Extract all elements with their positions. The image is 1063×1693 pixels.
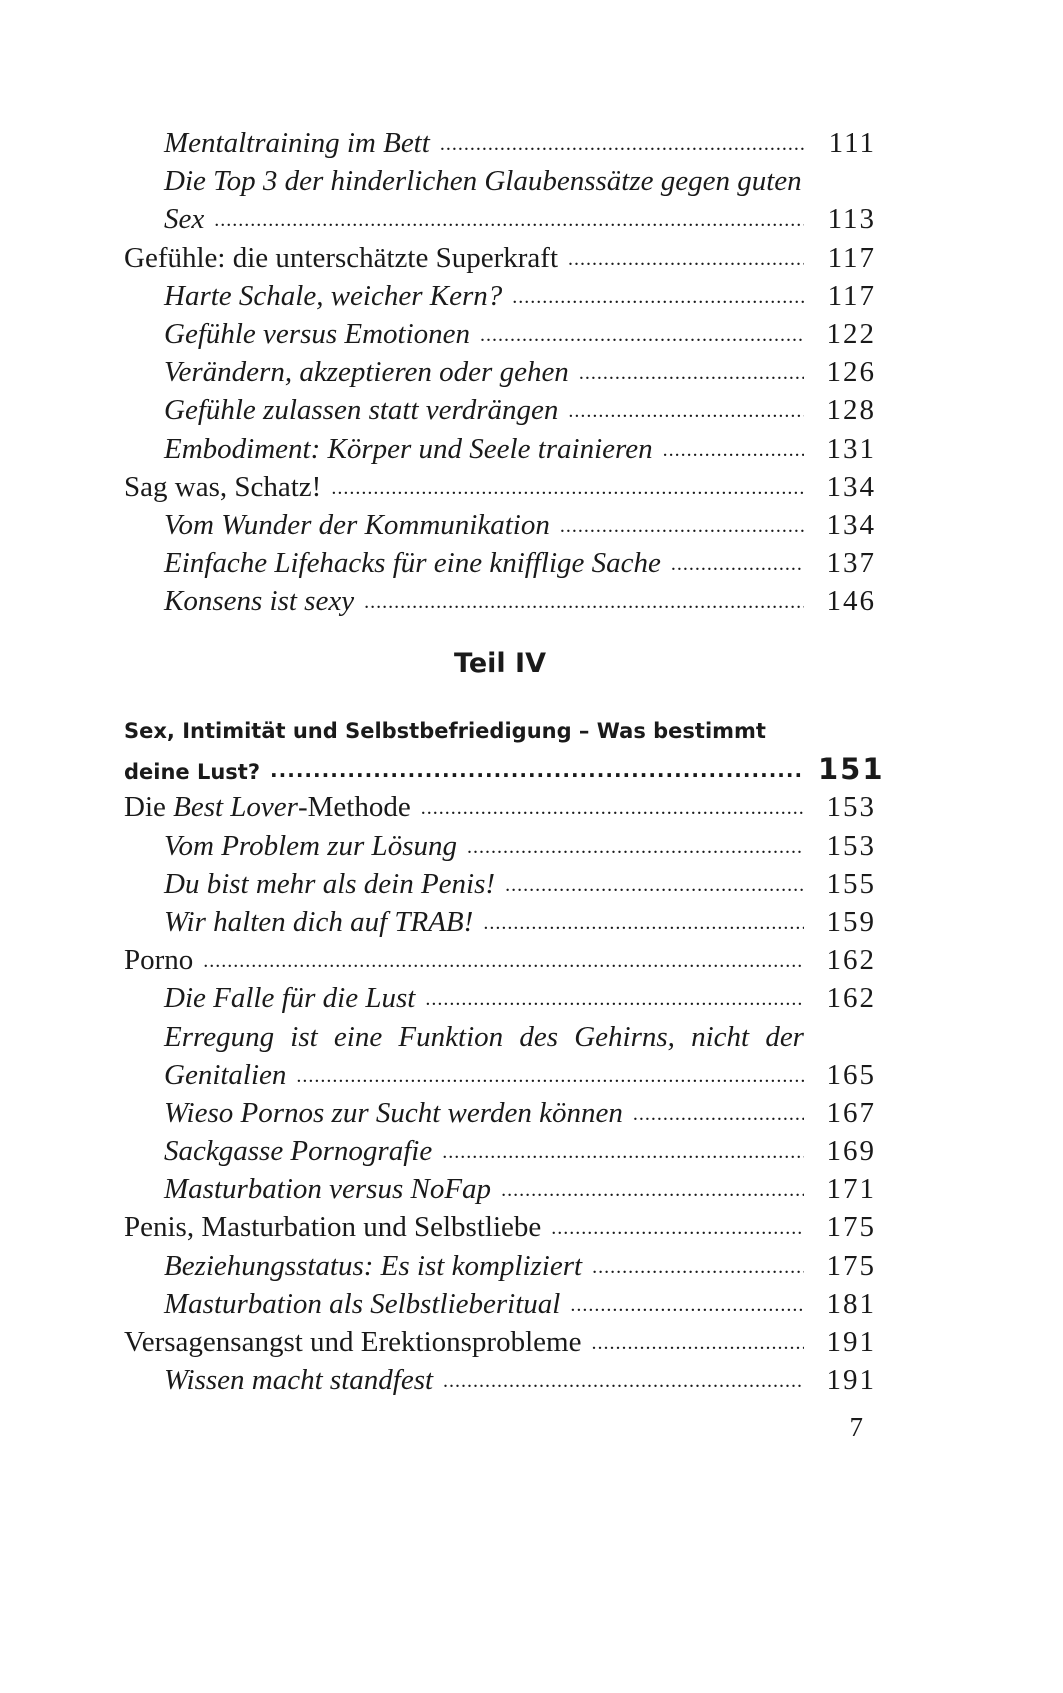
toc-entry-page: 131 — [826, 432, 876, 465]
dot-leader — [443, 1362, 804, 1400]
toc-entry-page: 155 — [826, 867, 876, 900]
toc-chapter — [124, 239, 876, 277]
title-prefix: Die — [124, 791, 174, 824]
toc-entry-page: 162 — [826, 944, 876, 977]
toc-entry — [124, 315, 876, 353]
toc-entry-title: Masturbation als Selbstlieberitual — [164, 1287, 561, 1320]
toc-entry-page: 117 — [827, 279, 876, 312]
toc-entry-page: 175 — [826, 1211, 876, 1244]
toc-entry-page: 146 — [826, 585, 876, 618]
toc-entry-page: 128 — [826, 394, 876, 427]
dot-leader — [591, 1324, 804, 1362]
dot-leader — [560, 507, 804, 545]
dot-leader — [483, 904, 804, 942]
toc-entry-page: 122 — [826, 317, 876, 350]
toc-entry-title: Mentaltraining im Bett — [164, 127, 430, 159]
toc-chapter-title: Versagensangst und Erektionsprobleme — [124, 1326, 582, 1358]
toc-entry-title: Einfache Lifehacks für eine knifflige Sache — [164, 547, 661, 580]
toc-chapter — [124, 941, 876, 979]
toc-entry — [124, 865, 876, 903]
dot-leader — [440, 125, 804, 163]
dot-leader — [592, 1248, 804, 1286]
toc-entry-page: 153 — [826, 829, 876, 862]
toc-entry — [124, 1285, 876, 1323]
toc-chapter — [124, 788, 876, 826]
dot-leader — [570, 1286, 804, 1324]
dot-leader — [501, 1171, 804, 1209]
toc-entry — [124, 430, 876, 468]
toc-entry-page: 117 — [827, 241, 876, 274]
toc-entry-title: Gefühle zulassen statt verdrängen — [164, 394, 559, 427]
toc-entry-page: 175 — [826, 1249, 876, 1282]
word: ist — [290, 1020, 318, 1053]
toc-entry-title: Wissen macht standfest — [164, 1364, 434, 1397]
toc-entry — [124, 1247, 876, 1285]
toc-section-part-3 — [124, 124, 876, 620]
toc-section-part-4 — [124, 712, 885, 1399]
toc-entry-title: Sex — [164, 203, 205, 236]
dot-leader — [214, 201, 804, 239]
toc-entry-title: Die Falle für die Lust — [164, 982, 416, 1015]
dot-leader — [442, 1133, 804, 1171]
toc-entry-title: Wieso Pornos zur Sucht werden können — [164, 1096, 623, 1129]
title-suffix: -Methode — [297, 791, 411, 824]
part-heading-first-line: Sex, Intimität und Selbstbefriedigung – Was bestimmt — [124, 719, 766, 743]
toc-entry — [124, 544, 876, 582]
toc-entry-page: 169 — [826, 1135, 876, 1168]
toc-entry-page: 165 — [826, 1058, 876, 1091]
toc-entry-page: 137 — [826, 547, 876, 580]
toc-entry — [124, 582, 876, 620]
toc-entry-page: 162 — [826, 982, 876, 1015]
toc-chapter — [124, 1208, 876, 1246]
word: des — [519, 1020, 558, 1053]
toc-entry — [124, 124, 876, 162]
toc-chapter — [124, 1323, 876, 1361]
dot-leader — [512, 278, 804, 316]
toc-chapter-title: Gefühle: die unterschätzte Superkraft — [124, 241, 559, 274]
toc-entry — [124, 1094, 876, 1132]
dot-leader — [270, 751, 804, 789]
dot-leader — [203, 942, 804, 980]
toc-entry-first-line: Die Top 3 der hinderlichen Glaubenssätze gegen guten — [164, 165, 802, 198]
toc-entry — [124, 903, 876, 941]
part-heading-entry — [124, 750, 885, 788]
dot-leader — [579, 354, 804, 392]
word: der — [765, 1020, 804, 1053]
dot-leader — [671, 545, 804, 583]
toc-entry-title: Vom Problem zur Lösung — [164, 829, 457, 862]
toc-entry-page: 153 — [826, 791, 876, 824]
toc-entry-title: Du bist mehr als dein Penis! — [164, 867, 496, 900]
toc-entry — [124, 391, 876, 429]
toc-entry-page: 151 — [818, 752, 885, 787]
toc-chapter-title: Porno — [124, 944, 194, 977]
toc-entry — [124, 1170, 876, 1208]
toc-entry — [124, 979, 876, 1017]
dot-leader — [364, 583, 804, 621]
toc-chapter-title: Penis, Masturbation und Selbstliebe — [124, 1211, 542, 1244]
dot-leader — [568, 240, 804, 278]
dot-leader — [296, 1057, 804, 1095]
toc-entry-page: 181 — [826, 1287, 876, 1320]
toc-entry — [124, 353, 876, 391]
toc-entry-title: Sackgasse Pornografie — [164, 1135, 433, 1168]
toc-entry — [124, 277, 876, 315]
toc-entry-title: Konsens ist sexy — [164, 585, 355, 618]
toc-chapter-title — [124, 788, 411, 826]
toc-entry-page: 134 — [826, 508, 876, 541]
dot-leader — [505, 866, 804, 904]
toc-entry — [124, 827, 876, 865]
part-title: Teil IV — [454, 648, 546, 679]
toc-entry-title: Masturbation versus NoFap — [164, 1173, 492, 1206]
toc-entry-title: Beziehungsstatus: Es ist kompliziert — [164, 1249, 583, 1282]
dot-leader — [551, 1209, 804, 1247]
toc-entry-title: Vom Wunder der Kommunikation — [164, 508, 550, 541]
dot-leader — [421, 789, 804, 827]
toc-entry-page: 134 — [826, 470, 876, 503]
toc-entry-page: 126 — [826, 356, 876, 389]
toc-entry-page: 167 — [826, 1096, 876, 1129]
word: eine — [333, 1020, 383, 1053]
toc-entry-title: Harte Schale, weicher Kern? — [164, 279, 503, 312]
toc-entry — [124, 200, 876, 238]
toc-entry-first-line — [124, 1018, 876, 1056]
toc-entry — [124, 506, 876, 544]
word: Gehirns, — [574, 1020, 675, 1053]
toc-chapter-title: Sag was, Schatz! — [124, 470, 322, 503]
toc-chapter — [124, 468, 876, 506]
dot-leader — [633, 1095, 804, 1133]
dot-leader — [425, 980, 804, 1018]
toc-entry — [124, 1132, 876, 1170]
toc-entry-title: Verändern, akzeptieren oder gehen — [164, 356, 569, 389]
toc-entry-title: Wir halten dich auf TRAB! — [164, 905, 474, 938]
word: Erregung — [164, 1020, 275, 1053]
toc-entry-page: 191 — [826, 1326, 876, 1358]
dot-leader — [568, 392, 804, 430]
title-italic: Best Lover — [173, 791, 298, 824]
toc-entry — [124, 1056, 876, 1094]
toc-entry-page: 171 — [826, 1173, 876, 1206]
toc-entry-page: 191 — [826, 1364, 876, 1397]
word: nicht — [691, 1020, 750, 1053]
toc-entry — [124, 1361, 876, 1399]
toc-entry-page: 159 — [826, 905, 876, 938]
part-heading-title: deine Lust? — [124, 760, 261, 785]
dot-leader — [467, 828, 804, 866]
dot-leader — [663, 431, 804, 469]
dot-leader — [331, 469, 804, 507]
toc-entry-title: Gefühle versus Emotionen — [164, 317, 471, 350]
toc-entry-page: 111 — [828, 127, 876, 159]
toc-entry-page: 113 — [827, 203, 876, 236]
word: Funktion — [398, 1020, 504, 1053]
toc-entry-title: Embodiment: Körper und Seele trainieren — [164, 432, 653, 465]
page-number: 7 — [849, 1412, 863, 1442]
dot-leader — [480, 316, 804, 354]
toc-entry-title: Genitalien — [164, 1058, 287, 1091]
